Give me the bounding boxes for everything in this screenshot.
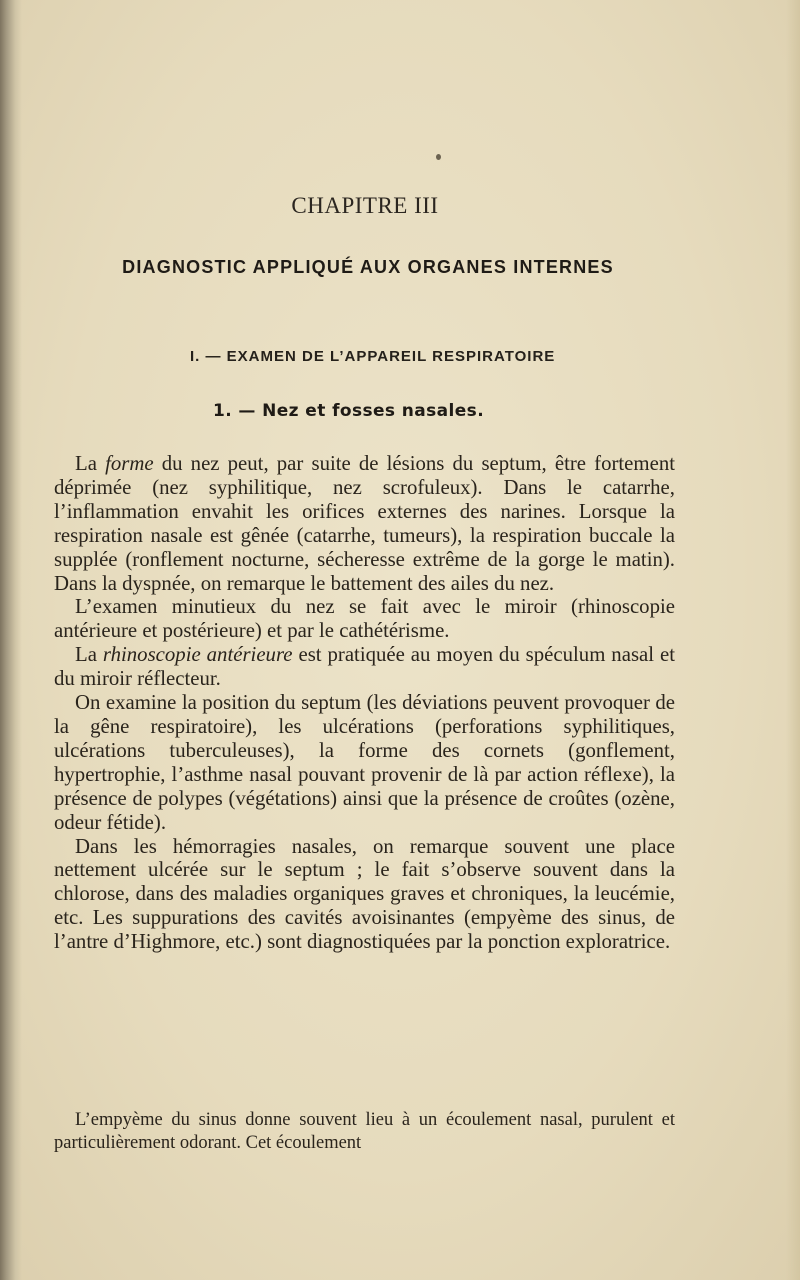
page-edge-shadow xyxy=(786,0,800,1280)
paragraph: On examine la position du septum (les déviations peuvent provoquer de la gêne respiratoire), les ulcérations (perforations syphilitiques, ulcérations tuberculeuses), la forme des cornets (gonflement, hypertrophie, l’asthme nasal pouvant provenir de là par action réflexe), la présence de polypes (végétations) ainsi que la présence de croûtes (ozène, odeur fétide). xyxy=(54,691,675,834)
subsection-heading: 1. — Nez et fosses nasales. xyxy=(213,401,485,421)
body-text xyxy=(54,452,675,954)
emphasis: rhinoscopie antérieure xyxy=(102,643,293,667)
paragraph: La rhinoscopie antérieure est pratiquée au moyen du spéculum nasal et du miroir réflecteur. xyxy=(54,643,675,691)
paragraph: Dans les hémorragies nasales, on remarque souvent une place nettement ulcérée sur le septum ; le fait s’observe souvent dans la chlorose, dans des maladies organiques graves et chroniques, la leucémie, etc. Les suppurations des cavités avoisinantes (empyème des sinus, de l’antre d’Highmore, etc.) sont diagnostiquées par la ponction exploratrice. xyxy=(54,834,675,954)
printed-dot xyxy=(436,154,441,160)
small-print-paragraph xyxy=(54,1109,675,1155)
note-text: L’empyème du sinus donne souvent lieu à un écoulement nasal, purulent et particulièrement odorant. Cet écoulement xyxy=(54,1110,675,1153)
page-spine-shadow xyxy=(0,0,22,1280)
section-heading: I. — EXAMEN DE L’APPAREIL RESPIRATOIRE xyxy=(190,348,556,365)
emphasis: forme xyxy=(105,452,154,475)
chapter-heading: CHAPITRE III xyxy=(291,193,439,218)
paragraph: La forme du nez peut, par suite de lésions du septum, être fortement déprimée (nez syphilitique, nez scrofuleux). Dans le catarrhe, l’inflammation envahit les orifices externes des narines. Lorsque la respiration nasale est gênée (catarrhe, tumeurs), la respiration buccale la supplée (ronflement nocturne, sécheresse extrême de la gorge le matin). Dans la dyspnée, on remarque le battement des ailes du nez. xyxy=(54,452,675,595)
chapter-title: DIAGNOSTIC APPLIQUÉ AUX ORGANES INTERNES xyxy=(122,257,614,277)
paragraph: L’examen minutieux du nez se fait avec le miroir (rhinoscopie antérieure et postérieure) et par le cathétérisme. xyxy=(54,595,675,643)
